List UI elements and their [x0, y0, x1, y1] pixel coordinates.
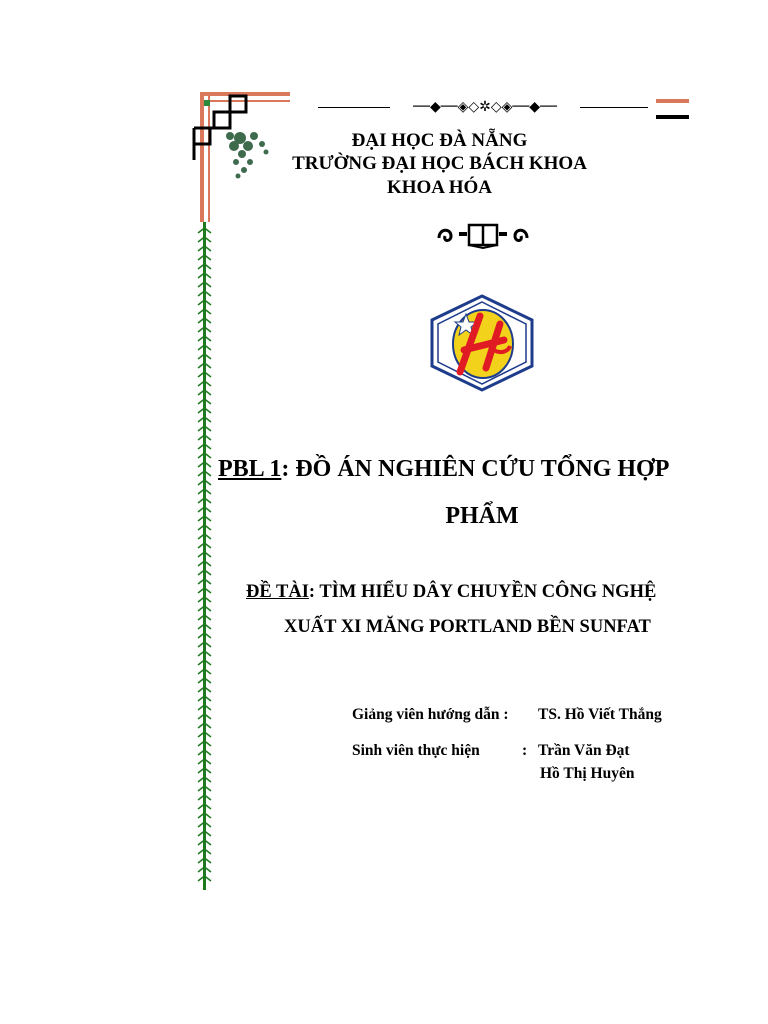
faculty-name: KHOA HÓA — [386, 177, 493, 198]
university-name: ĐẠI HỌC ĐÀ NẴNG — [351, 130, 528, 151]
project-title-prefix: PBL 1 — [218, 456, 282, 482]
project-title-rest: : ĐỒ ÁN NGHIÊN CỨU TỔNG HỢP — [281, 456, 670, 482]
topic-rest: : TÌM HIỂU DÂY CHUYỀN CÔNG NGHỆ — [308, 582, 657, 602]
students-label: Sinh viên thực hiện — [352, 742, 480, 759]
topic-line2: XUẤT XI MĂNG PORTLAND BỀN SUNFAT — [284, 617, 651, 637]
project-title-line2: PHẨM — [445, 503, 519, 529]
project-title — [218, 456, 669, 483]
top-divider-ornament: ──◆──◈◇✲◇◈──◆── — [390, 98, 580, 116]
right-corner-bar — [656, 99, 689, 103]
students-colon: : — [522, 742, 528, 759]
topic-prefix: ĐỀ TÀI — [246, 582, 309, 602]
book-ornament-icon — [435, 222, 531, 250]
right-corner-bar-black — [656, 115, 689, 119]
school-name: TRƯỜNG ĐẠI HỌC BÁCH KHOA — [292, 153, 587, 174]
university-logo-icon — [428, 294, 536, 392]
topic-line1 — [246, 582, 656, 603]
student-name-2: Hồ Thị Huyên — [540, 765, 635, 782]
advisor-name: TS. Hồ Viết Thắng — [538, 706, 662, 723]
left-vine-border — [196, 222, 214, 890]
advisor-label: Giảng viên hướng dẫn : — [352, 706, 509, 723]
student-name-1: Trần Văn Đạt — [538, 742, 630, 759]
